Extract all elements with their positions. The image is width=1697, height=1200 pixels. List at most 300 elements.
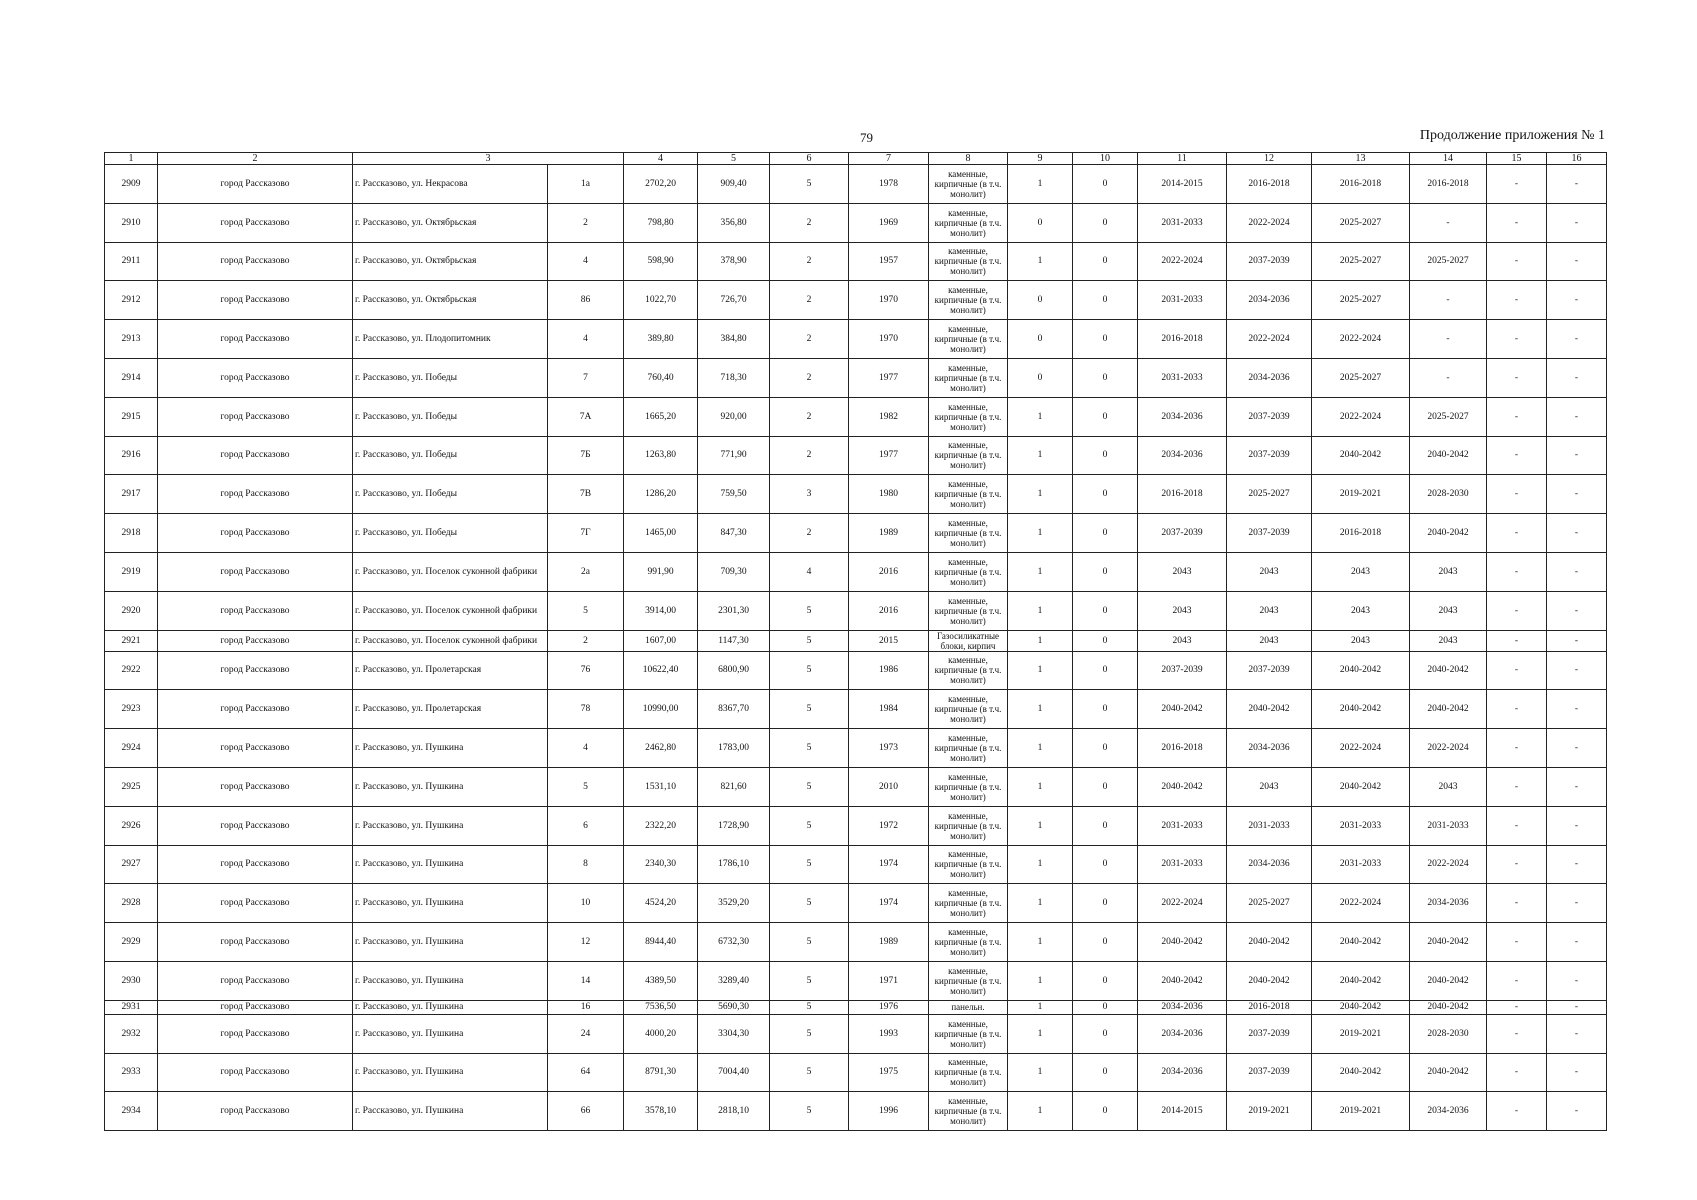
period-col12-cell: 2025-2027 bbox=[1227, 475, 1312, 514]
wall-material-cell: каменные, кирпичные (в т.ч. монолит) bbox=[929, 475, 1008, 514]
cell-col10-cell: 0 bbox=[1073, 651, 1138, 690]
table-row bbox=[105, 961, 1607, 1000]
cell-col10-cell: 0 bbox=[1073, 203, 1138, 242]
period-col14-cell: 2034-2036 bbox=[1410, 1092, 1487, 1131]
period-col14-cell: 2040-2042 bbox=[1410, 1000, 1487, 1014]
period-col12-cell: 2037-2039 bbox=[1227, 242, 1312, 281]
period-col13-cell: 2040-2042 bbox=[1312, 923, 1410, 962]
total-area-cell: 8944,40 bbox=[624, 923, 698, 962]
period-col14-cell: 2043 bbox=[1410, 591, 1487, 630]
total-area-cell: 1665,20 bbox=[624, 397, 698, 436]
row-number-cell: 2909 bbox=[105, 165, 158, 204]
wall-material-cell: панельн. bbox=[929, 1000, 1008, 1014]
period-col11-cell: 2040-2042 bbox=[1138, 961, 1227, 1000]
floors-cell: 5 bbox=[770, 767, 849, 806]
cell-col9-cell: 1 bbox=[1008, 884, 1073, 923]
wall-material-cell: каменные, кирпичные (в т.ч. монолит) bbox=[929, 397, 1008, 436]
address-cell: г. Рассказово, ул. Некрасова bbox=[353, 165, 548, 204]
floors-cell: 5 bbox=[770, 923, 849, 962]
period-col12-cell: 2025-2027 bbox=[1227, 884, 1312, 923]
cell-col10-cell: 0 bbox=[1073, 1092, 1138, 1131]
housing-registry-table bbox=[104, 152, 1607, 1131]
address-cell: г. Рассказово, ул. Поселок суконной фабрики bbox=[353, 630, 548, 651]
cell-col15-cell: - bbox=[1487, 845, 1547, 884]
cell-col10-cell: 0 bbox=[1073, 884, 1138, 923]
municipality-cell: город Рассказово bbox=[158, 514, 353, 553]
living-area-cell: 909,40 bbox=[698, 165, 770, 204]
house-number-cell: 7В bbox=[548, 475, 624, 514]
table-row bbox=[105, 1053, 1607, 1092]
header-cell: 4 bbox=[624, 153, 698, 165]
floors-cell: 5 bbox=[770, 690, 849, 729]
table-row bbox=[105, 203, 1607, 242]
period-col12-cell: 2022-2024 bbox=[1227, 203, 1312, 242]
address-cell: г. Рассказово, ул. Победы bbox=[353, 475, 548, 514]
house-number-cell: 76 bbox=[548, 651, 624, 690]
cell-col9-cell: 1 bbox=[1008, 165, 1073, 204]
total-area-cell: 4389,50 bbox=[624, 961, 698, 1000]
build-year-cell: 1989 bbox=[849, 514, 929, 553]
municipality-cell: город Рассказово bbox=[158, 767, 353, 806]
build-year-cell: 2016 bbox=[849, 591, 929, 630]
total-area-cell: 598,90 bbox=[624, 242, 698, 281]
period-col11-cell: 2043 bbox=[1138, 552, 1227, 591]
cell-col16-cell: - bbox=[1547, 630, 1607, 651]
period-col11-cell: 2040-2042 bbox=[1138, 923, 1227, 962]
address-cell: г. Рассказово, ул. Пушкина bbox=[353, 806, 548, 845]
row-number-cell: 2924 bbox=[105, 729, 158, 768]
row-number-cell: 2916 bbox=[105, 436, 158, 475]
continuation-caption: Продолжение приложения № 1 bbox=[1419, 128, 1605, 143]
row-number-cell: 2929 bbox=[105, 923, 158, 962]
cell-col15-cell: - bbox=[1487, 552, 1547, 591]
cell-col10-cell: 0 bbox=[1073, 397, 1138, 436]
period-col12-cell: 2031-2033 bbox=[1227, 806, 1312, 845]
wall-material-cell: каменные, кирпичные (в т.ч. монолит) bbox=[929, 320, 1008, 359]
period-col12-cell: 2040-2042 bbox=[1227, 923, 1312, 962]
living-area-cell: 384,80 bbox=[698, 320, 770, 359]
header-row bbox=[105, 153, 1607, 165]
period-col13-cell: 2016-2018 bbox=[1312, 514, 1410, 553]
table-row bbox=[105, 845, 1607, 884]
cell-col9-cell: 1 bbox=[1008, 1000, 1073, 1014]
house-number-cell: 1а bbox=[548, 165, 624, 204]
period-col13-cell: 2031-2033 bbox=[1312, 845, 1410, 884]
municipality-cell: город Рассказово bbox=[158, 552, 353, 591]
period-col12-cell: 2034-2036 bbox=[1227, 845, 1312, 884]
floors-cell: 5 bbox=[770, 845, 849, 884]
cell-col10-cell: 0 bbox=[1073, 436, 1138, 475]
period-col12-cell: 2034-2036 bbox=[1227, 281, 1312, 320]
cell-col9-cell: 1 bbox=[1008, 767, 1073, 806]
cell-col15-cell: - bbox=[1487, 436, 1547, 475]
living-area-cell: 3304,30 bbox=[698, 1014, 770, 1053]
living-area-cell: 6800,90 bbox=[698, 651, 770, 690]
build-year-cell: 1977 bbox=[849, 436, 929, 475]
cell-col16-cell: - bbox=[1547, 1014, 1607, 1053]
build-year-cell: 1989 bbox=[849, 923, 929, 962]
build-year-cell: 1974 bbox=[849, 884, 929, 923]
period-col12-cell: 2043 bbox=[1227, 767, 1312, 806]
table-row bbox=[105, 1092, 1607, 1131]
wall-material-cell: каменные, кирпичные (в т.ч. монолит) bbox=[929, 242, 1008, 281]
table-row bbox=[105, 281, 1607, 320]
wall-material-cell: каменные, кирпичные (в т.ч. монолит) bbox=[929, 591, 1008, 630]
wall-material-cell: каменные, кирпичные (в т.ч. монолит) bbox=[929, 1014, 1008, 1053]
wall-material-cell: Газосиликатные блоки, кирпич bbox=[929, 630, 1008, 651]
cell-col16-cell: - bbox=[1547, 1000, 1607, 1014]
house-number-cell: 4 bbox=[548, 320, 624, 359]
header-cell: 13 bbox=[1312, 153, 1410, 165]
period-col11-cell: 2037-2039 bbox=[1138, 514, 1227, 553]
header-cell: 10 bbox=[1073, 153, 1138, 165]
total-area-cell: 3914,00 bbox=[624, 591, 698, 630]
header-cell: 2 bbox=[158, 153, 353, 165]
period-col11-cell: 2022-2024 bbox=[1138, 242, 1227, 281]
municipality-cell: город Рассказово bbox=[158, 436, 353, 475]
header-cell: 1 bbox=[105, 153, 158, 165]
table-row bbox=[105, 690, 1607, 729]
period-col13-cell: 2031-2033 bbox=[1312, 806, 1410, 845]
cell-col15-cell: - bbox=[1487, 729, 1547, 768]
living-area-cell: 821,60 bbox=[698, 767, 770, 806]
floors-cell: 5 bbox=[770, 884, 849, 923]
build-year-cell: 1980 bbox=[849, 475, 929, 514]
floors-cell: 5 bbox=[770, 961, 849, 1000]
cell-col9-cell: 1 bbox=[1008, 591, 1073, 630]
floors-cell: 5 bbox=[770, 630, 849, 651]
cell-col15-cell: - bbox=[1487, 281, 1547, 320]
house-number-cell: 8 bbox=[548, 845, 624, 884]
total-area-cell: 4000,20 bbox=[624, 1014, 698, 1053]
period-col12-cell: 2037-2039 bbox=[1227, 397, 1312, 436]
row-number-cell: 2912 bbox=[105, 281, 158, 320]
table-row bbox=[105, 591, 1607, 630]
address-cell: г. Рассказово, ул. Октябрьская bbox=[353, 281, 548, 320]
period-col14-cell: - bbox=[1410, 203, 1487, 242]
cell-col10-cell: 0 bbox=[1073, 242, 1138, 281]
total-area-cell: 3578,10 bbox=[624, 1092, 698, 1131]
period-col14-cell: - bbox=[1410, 358, 1487, 397]
total-area-cell: 1286,20 bbox=[624, 475, 698, 514]
cell-col10-cell: 0 bbox=[1073, 923, 1138, 962]
wall-material-cell: каменные, кирпичные (в т.ч. монолит) bbox=[929, 165, 1008, 204]
build-year-cell: 2010 bbox=[849, 767, 929, 806]
period-col13-cell: 2040-2042 bbox=[1312, 767, 1410, 806]
period-col14-cell: 2040-2042 bbox=[1410, 923, 1487, 962]
living-area-cell: 1147,30 bbox=[698, 630, 770, 651]
floors-cell: 2 bbox=[770, 203, 849, 242]
table-row bbox=[105, 242, 1607, 281]
cell-col15-cell: - bbox=[1487, 397, 1547, 436]
period-col11-cell: 2034-2036 bbox=[1138, 436, 1227, 475]
municipality-cell: город Рассказово bbox=[158, 1000, 353, 1014]
table-row bbox=[105, 923, 1607, 962]
header-cell: 15 bbox=[1487, 153, 1547, 165]
municipality-cell: город Рассказово bbox=[158, 1014, 353, 1053]
wall-material-cell: каменные, кирпичные (в т.ч. монолит) bbox=[929, 436, 1008, 475]
cell-col16-cell: - bbox=[1547, 690, 1607, 729]
cell-col9-cell: 0 bbox=[1008, 358, 1073, 397]
table-row bbox=[105, 436, 1607, 475]
house-number-cell: 10 bbox=[548, 884, 624, 923]
period-col13-cell: 2019-2021 bbox=[1312, 475, 1410, 514]
living-area-cell: 771,90 bbox=[698, 436, 770, 475]
build-year-cell: 1996 bbox=[849, 1092, 929, 1131]
period-col13-cell: 2019-2021 bbox=[1312, 1014, 1410, 1053]
row-number-cell: 2921 bbox=[105, 630, 158, 651]
cell-col16-cell: - bbox=[1547, 514, 1607, 553]
row-number-cell: 2934 bbox=[105, 1092, 158, 1131]
floors-cell: 2 bbox=[770, 436, 849, 475]
municipality-cell: город Рассказово bbox=[158, 320, 353, 359]
cell-col10-cell: 0 bbox=[1073, 591, 1138, 630]
address-cell: г. Рассказово, ул. Пушкина bbox=[353, 1014, 548, 1053]
period-col12-cell: 2043 bbox=[1227, 591, 1312, 630]
cell-col15-cell: - bbox=[1487, 591, 1547, 630]
house-number-cell: 2 bbox=[548, 630, 624, 651]
cell-col9-cell: 0 bbox=[1008, 203, 1073, 242]
floors-cell: 2 bbox=[770, 358, 849, 397]
address-cell: г. Рассказово, ул. Пушкина bbox=[353, 884, 548, 923]
period-col13-cell: 2043 bbox=[1312, 591, 1410, 630]
cell-col10-cell: 0 bbox=[1073, 165, 1138, 204]
total-area-cell: 10622,40 bbox=[624, 651, 698, 690]
row-number-cell: 2923 bbox=[105, 690, 158, 729]
total-area-cell: 8791,30 bbox=[624, 1053, 698, 1092]
house-number-cell: 7Б bbox=[548, 436, 624, 475]
period-col11-cell: 2016-2018 bbox=[1138, 320, 1227, 359]
cell-col9-cell: 0 bbox=[1008, 281, 1073, 320]
period-col11-cell: 2034-2036 bbox=[1138, 1014, 1227, 1053]
cell-col10-cell: 0 bbox=[1073, 729, 1138, 768]
build-year-cell: 2015 bbox=[849, 630, 929, 651]
cell-col16-cell: - bbox=[1547, 1092, 1607, 1131]
period-col12-cell: 2037-2039 bbox=[1227, 514, 1312, 553]
period-col11-cell: 2037-2039 bbox=[1138, 651, 1227, 690]
period-col14-cell: - bbox=[1410, 281, 1487, 320]
period-col14-cell: 2043 bbox=[1410, 630, 1487, 651]
wall-material-cell: каменные, кирпичные (в т.ч. монолит) bbox=[929, 203, 1008, 242]
header-cell: 5 bbox=[698, 153, 770, 165]
living-area-cell: 378,90 bbox=[698, 242, 770, 281]
cell-col16-cell: - bbox=[1547, 923, 1607, 962]
living-area-cell: 1786,10 bbox=[698, 845, 770, 884]
living-area-cell: 718,30 bbox=[698, 358, 770, 397]
table-row bbox=[105, 475, 1607, 514]
floors-cell: 2 bbox=[770, 320, 849, 359]
address-cell: г. Рассказово, ул. Октябрьская bbox=[353, 242, 548, 281]
living-area-cell: 709,30 bbox=[698, 552, 770, 591]
floors-cell: 3 bbox=[770, 475, 849, 514]
wall-material-cell: каменные, кирпичные (в т.ч. монолит) bbox=[929, 514, 1008, 553]
table-row bbox=[105, 651, 1607, 690]
row-number-cell: 2913 bbox=[105, 320, 158, 359]
period-col13-cell: 2040-2042 bbox=[1312, 690, 1410, 729]
total-area-cell: 2322,20 bbox=[624, 806, 698, 845]
build-year-cell: 1972 bbox=[849, 806, 929, 845]
cell-col16-cell: - bbox=[1547, 767, 1607, 806]
floors-cell: 4 bbox=[770, 552, 849, 591]
address-cell: г. Рассказово, ул. Пушкина bbox=[353, 729, 548, 768]
cell-col16-cell: - bbox=[1547, 961, 1607, 1000]
cell-col9-cell: 1 bbox=[1008, 690, 1073, 729]
cell-col9-cell: 1 bbox=[1008, 552, 1073, 591]
period-col11-cell: 2031-2033 bbox=[1138, 806, 1227, 845]
build-year-cell: 1971 bbox=[849, 961, 929, 1000]
living-area-cell: 7004,40 bbox=[698, 1053, 770, 1092]
period-col14-cell: 2040-2042 bbox=[1410, 651, 1487, 690]
table-row bbox=[105, 514, 1607, 553]
period-col11-cell: 2031-2033 bbox=[1138, 281, 1227, 320]
row-number-cell: 2920 bbox=[105, 591, 158, 630]
floors-cell: 2 bbox=[770, 281, 849, 320]
row-number-cell: 2918 bbox=[105, 514, 158, 553]
cell-col9-cell: 1 bbox=[1008, 475, 1073, 514]
cell-col10-cell: 0 bbox=[1073, 552, 1138, 591]
cell-col15-cell: - bbox=[1487, 242, 1547, 281]
build-year-cell: 1982 bbox=[849, 397, 929, 436]
house-number-cell: 78 bbox=[548, 690, 624, 729]
table-row bbox=[105, 1000, 1607, 1014]
house-number-cell: 7А bbox=[548, 397, 624, 436]
period-col14-cell: 2022-2024 bbox=[1410, 729, 1487, 768]
cell-col15-cell: - bbox=[1487, 1000, 1547, 1014]
period-col11-cell: 2043 bbox=[1138, 591, 1227, 630]
period-col11-cell: 2040-2042 bbox=[1138, 690, 1227, 729]
period-col11-cell: 2031-2033 bbox=[1138, 358, 1227, 397]
wall-material-cell: каменные, кирпичные (в т.ч. монолит) bbox=[929, 845, 1008, 884]
address-cell: г. Рассказово, ул. Пушкина bbox=[353, 961, 548, 1000]
address-cell: г. Рассказово, ул. Победы bbox=[353, 358, 548, 397]
period-col14-cell: 2025-2027 bbox=[1410, 397, 1487, 436]
table-header bbox=[105, 153, 1607, 165]
build-year-cell: 1986 bbox=[849, 651, 929, 690]
period-col12-cell: 2019-2021 bbox=[1227, 1092, 1312, 1131]
period-col14-cell: 2028-2030 bbox=[1410, 475, 1487, 514]
period-col13-cell: 2040-2042 bbox=[1312, 1053, 1410, 1092]
period-col13-cell: 2025-2027 bbox=[1312, 242, 1410, 281]
cell-col9-cell: 1 bbox=[1008, 1053, 1073, 1092]
address-cell: г. Рассказово, ул. Поселок суконной фабрики bbox=[353, 591, 548, 630]
header-cell: 9 bbox=[1008, 153, 1073, 165]
municipality-cell: город Рассказово bbox=[158, 591, 353, 630]
cell-col15-cell: - bbox=[1487, 884, 1547, 923]
cell-col15-cell: - bbox=[1487, 767, 1547, 806]
cell-col16-cell: - bbox=[1547, 729, 1607, 768]
wall-material-cell: каменные, кирпичные (в т.ч. монолит) bbox=[929, 281, 1008, 320]
header-cell: 3 bbox=[353, 153, 624, 165]
wall-material-cell: каменные, кирпичные (в т.ч. монолит) bbox=[929, 358, 1008, 397]
cell-col10-cell: 0 bbox=[1073, 630, 1138, 651]
page-number: 79 bbox=[860, 130, 873, 145]
row-number-cell: 2911 bbox=[105, 242, 158, 281]
cell-col10-cell: 0 bbox=[1073, 358, 1138, 397]
cell-col10-cell: 0 bbox=[1073, 1053, 1138, 1092]
cell-col15-cell: - bbox=[1487, 923, 1547, 962]
table-row bbox=[105, 729, 1607, 768]
wall-material-cell: каменные, кирпичные (в т.ч. монолит) bbox=[929, 1092, 1008, 1131]
municipality-cell: город Рассказово bbox=[158, 281, 353, 320]
cell-col15-cell: - bbox=[1487, 514, 1547, 553]
header-cell: 12 bbox=[1227, 153, 1312, 165]
living-area-cell: 8367,70 bbox=[698, 690, 770, 729]
table-row bbox=[105, 397, 1607, 436]
cell-col15-cell: - bbox=[1487, 1053, 1547, 1092]
period-col11-cell: 2034-2036 bbox=[1138, 397, 1227, 436]
living-area-cell: 2301,30 bbox=[698, 591, 770, 630]
floors-cell: 5 bbox=[770, 1053, 849, 1092]
living-area-cell: 1783,00 bbox=[698, 729, 770, 768]
cell-col16-cell: - bbox=[1547, 1053, 1607, 1092]
cell-col16-cell: - bbox=[1547, 397, 1607, 436]
cell-col16-cell: - bbox=[1547, 552, 1607, 591]
period-col12-cell: 2037-2039 bbox=[1227, 436, 1312, 475]
table-row bbox=[105, 552, 1607, 591]
address-cell: г. Рассказово, ул. Пушкина bbox=[353, 1000, 548, 1014]
build-year-cell: 1993 bbox=[849, 1014, 929, 1053]
municipality-cell: город Рассказово bbox=[158, 845, 353, 884]
house-number-cell: 12 bbox=[548, 923, 624, 962]
address-cell: г. Рассказово, ул. Пушкина bbox=[353, 767, 548, 806]
cell-col10-cell: 0 bbox=[1073, 845, 1138, 884]
cell-col16-cell: - bbox=[1547, 203, 1607, 242]
row-number-cell: 2910 bbox=[105, 203, 158, 242]
municipality-cell: город Рассказово bbox=[158, 165, 353, 204]
total-area-cell: 2462,80 bbox=[624, 729, 698, 768]
cell-col16-cell: - bbox=[1547, 358, 1607, 397]
period-col14-cell: 2040-2042 bbox=[1410, 690, 1487, 729]
period-col13-cell: 2043 bbox=[1312, 552, 1410, 591]
header-cell: 11 bbox=[1138, 153, 1227, 165]
period-col14-cell: 2016-2018 bbox=[1410, 165, 1487, 204]
floors-cell: 2 bbox=[770, 242, 849, 281]
period-col12-cell: 2022-2024 bbox=[1227, 320, 1312, 359]
floors-cell: 5 bbox=[770, 165, 849, 204]
period-col12-cell: 2040-2042 bbox=[1227, 690, 1312, 729]
header-cell: 14 bbox=[1410, 153, 1487, 165]
cell-col15-cell: - bbox=[1487, 1014, 1547, 1053]
wall-material-cell: каменные, кирпичные (в т.ч. монолит) bbox=[929, 552, 1008, 591]
municipality-cell: город Рассказово bbox=[158, 358, 353, 397]
cell-col9-cell: 0 bbox=[1008, 320, 1073, 359]
cell-col16-cell: - bbox=[1547, 651, 1607, 690]
period-col13-cell: 2016-2018 bbox=[1312, 165, 1410, 204]
address-cell: г. Рассказово, ул. Победы bbox=[353, 436, 548, 475]
cell-col15-cell: - bbox=[1487, 630, 1547, 651]
period-col11-cell: 2016-2018 bbox=[1138, 729, 1227, 768]
total-area-cell: 389,80 bbox=[624, 320, 698, 359]
address-cell: г. Рассказово, ул. Победы bbox=[353, 397, 548, 436]
municipality-cell: город Рассказово bbox=[158, 690, 353, 729]
living-area-cell: 6732,30 bbox=[698, 923, 770, 962]
cell-col15-cell: - bbox=[1487, 1092, 1547, 1131]
build-year-cell: 1957 bbox=[849, 242, 929, 281]
address-cell: г. Рассказово, ул. Плодопитомник bbox=[353, 320, 548, 359]
total-area-cell: 1022,70 bbox=[624, 281, 698, 320]
cell-col15-cell: - bbox=[1487, 806, 1547, 845]
period-col13-cell: 2040-2042 bbox=[1312, 1000, 1410, 1014]
cell-col9-cell: 1 bbox=[1008, 961, 1073, 1000]
cell-col15-cell: - bbox=[1487, 358, 1547, 397]
living-area-cell: 920,00 bbox=[698, 397, 770, 436]
wall-material-cell: каменные, кирпичные (в т.ч. монолит) bbox=[929, 923, 1008, 962]
build-year-cell: 1984 bbox=[849, 690, 929, 729]
row-number-cell: 2925 bbox=[105, 767, 158, 806]
address-cell: г. Рассказово, ул. Пушкина bbox=[353, 923, 548, 962]
wall-material-cell: каменные, кирпичные (в т.ч. монолит) bbox=[929, 729, 1008, 768]
floors-cell: 5 bbox=[770, 1000, 849, 1014]
